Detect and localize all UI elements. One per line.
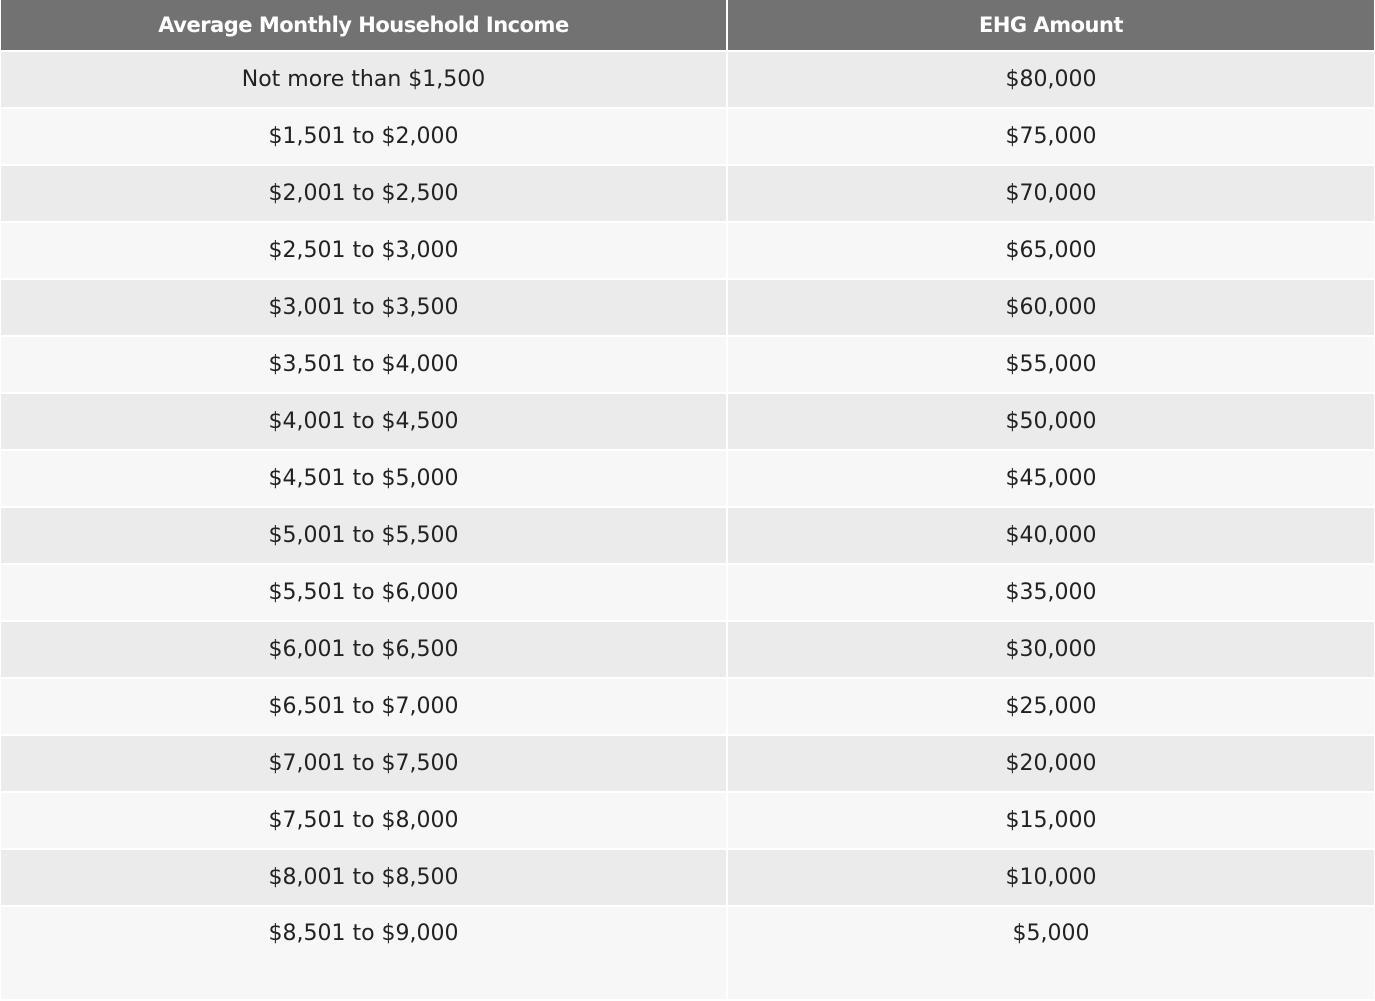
table-row xyxy=(1,564,1374,621)
amount-cell: $10,000 xyxy=(727,849,1374,906)
income-cell: $6,501 to $7,000 xyxy=(1,678,727,735)
amount-cell: $70,000 xyxy=(727,165,1374,222)
amount-cell: $25,000 xyxy=(727,678,1374,735)
income-cell: $1,501 to $2,000 xyxy=(1,108,727,165)
income-cell: $4,001 to $4,500 xyxy=(1,393,727,450)
amount-cell: $40,000 xyxy=(727,507,1374,564)
amount-cell: $30,000 xyxy=(727,621,1374,678)
amount-cell: $35,000 xyxy=(727,564,1374,621)
amount-cell: $60,000 xyxy=(727,279,1374,336)
income-cell: $7,501 to $8,000 xyxy=(1,792,727,849)
table-row xyxy=(1,279,1374,336)
amount-cell: $45,000 xyxy=(727,450,1374,507)
income-cell: Not more than $1,500 xyxy=(1,51,727,108)
header-income: Average Monthly Household Income xyxy=(1,0,727,51)
table-row xyxy=(1,849,1374,906)
income-cell: $3,501 to $4,000 xyxy=(1,336,727,393)
table-row xyxy=(1,906,1374,1000)
income-cell: $6,001 to $6,500 xyxy=(1,621,727,678)
table-row xyxy=(1,450,1374,507)
table-row xyxy=(1,792,1374,849)
income-cell: $4,501 to $5,000 xyxy=(1,450,727,507)
income-cell: $8,501 to $9,000 xyxy=(1,906,727,1000)
income-cell: $5,501 to $6,000 xyxy=(1,564,727,621)
income-cell: $2,501 to $3,000 xyxy=(1,222,727,279)
income-cell: $8,001 to $8,500 xyxy=(1,849,727,906)
table-row xyxy=(1,108,1374,165)
income-cell: $7,001 to $7,500 xyxy=(1,735,727,792)
amount-cell: $55,000 xyxy=(727,336,1374,393)
amount-cell: $50,000 xyxy=(727,393,1374,450)
income-cell: $2,001 to $2,500 xyxy=(1,165,727,222)
amount-cell: $65,000 xyxy=(727,222,1374,279)
ehg-income-table xyxy=(1,0,1374,1001)
amount-cell: $15,000 xyxy=(727,792,1374,849)
table-row xyxy=(1,393,1374,450)
table-row xyxy=(1,735,1374,792)
amount-cell: $75,000 xyxy=(727,108,1374,165)
table-row xyxy=(1,222,1374,279)
table-body xyxy=(1,51,1374,1000)
income-cell: $5,001 to $5,500 xyxy=(1,507,727,564)
table-row xyxy=(1,51,1374,108)
header-row xyxy=(1,0,1374,51)
table-row xyxy=(1,507,1374,564)
table-row xyxy=(1,336,1374,393)
table-header xyxy=(1,0,1374,51)
header-ehg-amount: EHG Amount xyxy=(727,0,1374,51)
amount-cell: $5,000 xyxy=(727,906,1374,1000)
amount-cell: $20,000 xyxy=(727,735,1374,792)
table-row xyxy=(1,165,1374,222)
income-cell: $3,001 to $3,500 xyxy=(1,279,727,336)
table-row xyxy=(1,621,1374,678)
amount-cell: $80,000 xyxy=(727,51,1374,108)
table-row xyxy=(1,678,1374,735)
